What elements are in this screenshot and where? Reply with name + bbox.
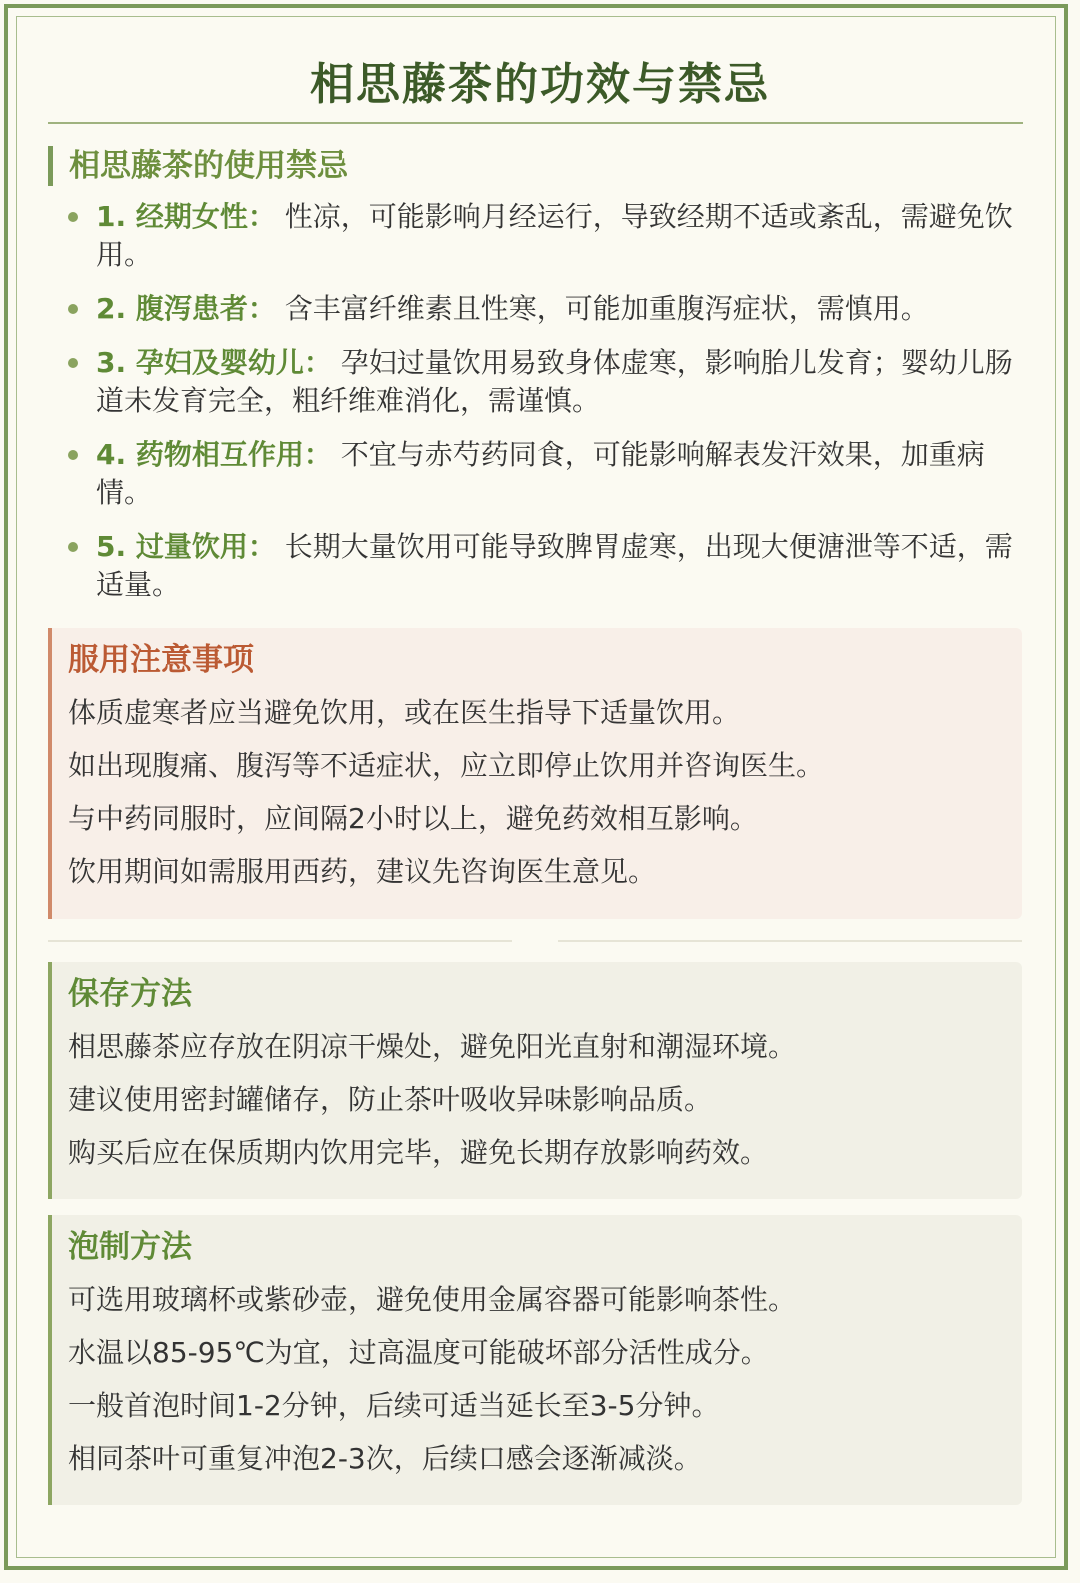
brewing-line: 相同茶叶可重复冲泡2-3次，后续口感会逐渐减淡。 <box>68 1442 702 1475</box>
label-colon: ： <box>247 200 276 233</box>
brewing-line: 可选用玻璃杯或紫砂壶，避免使用金属容器可能影响茶性。 <box>68 1283 797 1316</box>
bullet-dot-icon <box>68 542 78 552</box>
title-divider <box>48 122 1023 124</box>
page-title: 相思藤茶的功效与禁忌 <box>310 59 770 110</box>
notice-line: 如出现腹痛、腹泻等不适症状，应立即停止饮用并咨询医生。 <box>68 749 825 782</box>
label-colon: ： <box>303 438 332 471</box>
taboo-item-text: 含丰富纤维素且性寒，可能加重腹泻症状，需慎用。 <box>284 292 929 325</box>
taboo-item-text: 长期大量饮用可能导致脾胃虚寒，出现大便溏泄等不适，需适量。 <box>96 530 1013 601</box>
storage-box <box>48 962 1022 1199</box>
taboo-item-5 <box>64 528 1014 604</box>
taboo-heading: 相思藤茶的使用禁忌 <box>48 146 348 186</box>
taboo-item-label: 5. 过量饮用 <box>96 530 248 563</box>
bullet-dot-icon <box>68 358 78 368</box>
storage-line: 建议使用密封罐储存，防止茶叶吸收异味影响品质。 <box>68 1083 713 1116</box>
taboo-item-text: 孕妇过量饮用易致身体虚寒，影响胎儿发育；婴幼儿肠道未发育完全，粗纤维难消化，需谨慎。 <box>96 346 1013 417</box>
storage-line: 购买后应在保质期内饮用完毕，避免长期存放影响药效。 <box>68 1136 769 1169</box>
label-colon: ： <box>247 292 276 325</box>
bullet-dot-icon <box>68 212 78 222</box>
label-colon: ： <box>247 530 276 563</box>
notice-line: 体质虚寒者应当避免饮用，或在医生指导下适量饮用。 <box>68 696 741 729</box>
taboo-item-label: 1. 经期女性 <box>96 200 248 233</box>
storage-heading: 保存方法 <box>68 976 192 1012</box>
taboo-item-label: 2. 腹泻患者 <box>96 292 248 325</box>
taboo-list <box>64 198 1014 620</box>
brewing-box <box>48 1215 1022 1505</box>
notice-line: 与中药同服时，应间隔2小时以上，避免药效相互影响。 <box>68 802 758 835</box>
taboo-item-text: 性凉，可能影响月经运行，导致经期不适或紊乱，需避免饮用。 <box>96 200 1013 271</box>
brewing-line: 水温以85-95℃为宜，过高温度可能破坏部分活性成分。 <box>68 1336 769 1369</box>
taboo-item-label: 3. 孕妇及婴幼儿 <box>96 346 304 379</box>
brewing-line: 一般首泡时间1-2分钟，后续可适当延长至3-5分钟。 <box>68 1389 720 1422</box>
notice-line: 饮用期间如需服用西药，建议先咨询医生意见。 <box>68 855 657 888</box>
taboo-item-3 <box>64 344 1014 420</box>
taboo-item-2 <box>64 290 1014 328</box>
section-divider-left <box>48 940 512 942</box>
section-divider-right <box>558 940 1022 942</box>
storage-line: 相思藤茶应存放在阴凉干燥处，避免阳光直射和潮湿环境。 <box>68 1030 797 1063</box>
taboo-item-label: 4. 药物相互作用 <box>96 438 304 471</box>
taboo-item-1 <box>64 198 1014 274</box>
taboo-item-text: 不宜与赤芍药同食，可能影响解表发汗效果，加重病情。 <box>96 438 985 509</box>
bullet-dot-icon <box>68 304 78 314</box>
notice-box <box>48 628 1022 919</box>
brewing-heading: 泡制方法 <box>68 1229 192 1265</box>
label-colon: ： <box>303 346 332 379</box>
bullet-dot-icon <box>68 450 78 460</box>
taboo-item-4 <box>64 436 1014 512</box>
notice-heading: 服用注意事项 <box>68 642 254 678</box>
